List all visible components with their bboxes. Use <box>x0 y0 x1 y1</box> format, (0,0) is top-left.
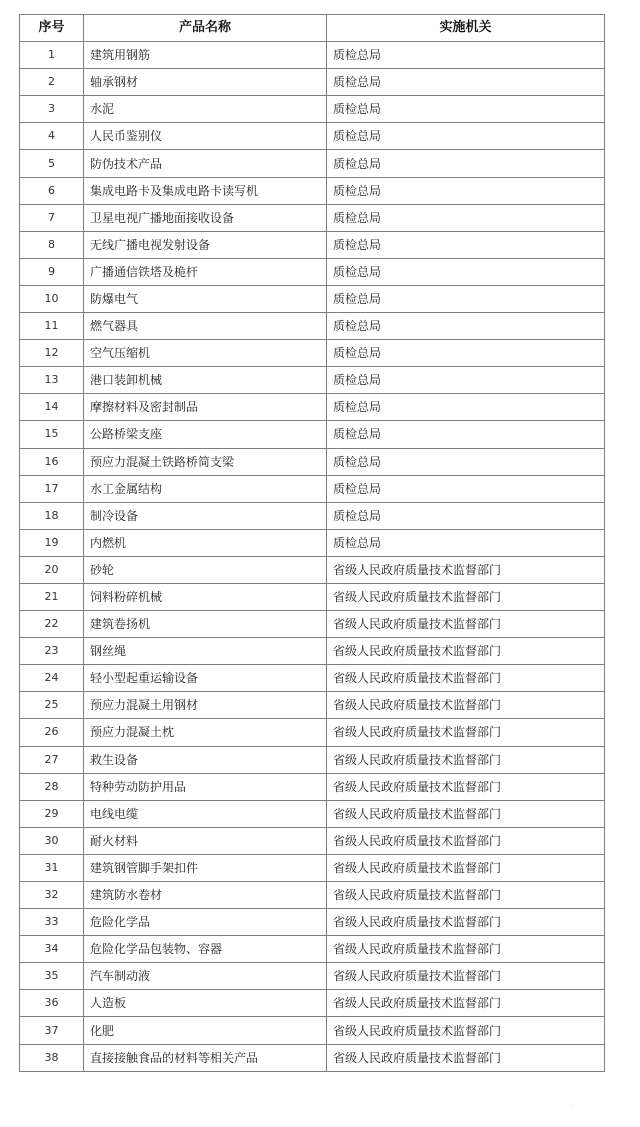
implementing-agency-cell: 质检总局 <box>327 421 605 448</box>
table-row <box>20 854 605 881</box>
implementing-agency-cell: 质检总局 <box>327 448 605 475</box>
table-row <box>20 963 605 990</box>
product-name-cell: 内燃机 <box>84 529 327 556</box>
serial-number-cell: 30 <box>20 827 84 854</box>
table-row <box>20 936 605 963</box>
product-name-cell: 港口装卸机械 <box>84 367 327 394</box>
serial-number-cell: 19 <box>20 529 84 556</box>
implementing-agency-cell: 省级人民政府质量技术监督部门 <box>327 611 605 638</box>
table-row <box>20 773 605 800</box>
header-product-name: 产品名称 <box>84 15 327 42</box>
serial-number-cell: 21 <box>20 583 84 610</box>
product-license-table <box>19 14 605 1072</box>
implementing-agency-cell: 质检总局 <box>327 529 605 556</box>
product-name-cell: 卫星电视广播地面接收设备 <box>84 204 327 231</box>
implementing-agency-cell: 质检总局 <box>327 231 605 258</box>
implementing-agency-cell: 质检总局 <box>327 502 605 529</box>
implementing-agency-cell: 质检总局 <box>327 475 605 502</box>
table-row <box>20 611 605 638</box>
product-name-cell: 轴承钢材 <box>84 69 327 96</box>
product-name-cell: 危险化学品 <box>84 909 327 936</box>
table-row <box>20 150 605 177</box>
serial-number-cell: 14 <box>20 394 84 421</box>
serial-number-cell: 7 <box>20 204 84 231</box>
product-name-cell: 水泥 <box>84 96 327 123</box>
table-row <box>20 204 605 231</box>
table-row <box>20 258 605 285</box>
serial-number-cell: 16 <box>20 448 84 475</box>
implementing-agency-cell: 质检总局 <box>327 123 605 150</box>
header-implementing-agency: 实施机关 <box>327 15 605 42</box>
serial-number-cell: 1 <box>20 42 84 69</box>
product-name-cell: 救生设备 <box>84 746 327 773</box>
product-license-table-container <box>19 14 604 1072</box>
serial-number-cell: 38 <box>20 1044 84 1071</box>
table-row <box>20 313 605 340</box>
table-row <box>20 96 605 123</box>
product-name-cell: 化肥 <box>84 1017 327 1044</box>
product-name-cell: 砂轮 <box>84 556 327 583</box>
product-name-cell: 电线电缆 <box>84 800 327 827</box>
implementing-agency-cell: 质检总局 <box>327 177 605 204</box>
table-row <box>20 502 605 529</box>
implementing-agency-cell: 省级人民政府质量技术监督部门 <box>327 583 605 610</box>
serial-number-cell: 34 <box>20 936 84 963</box>
table-row <box>20 69 605 96</box>
implementing-agency-cell: 省级人民政府质量技术监督部门 <box>327 800 605 827</box>
corner-mark: · <box>570 1102 573 1112</box>
implementing-agency-cell: 质检总局 <box>327 367 605 394</box>
table-row <box>20 177 605 204</box>
serial-number-cell: 33 <box>20 909 84 936</box>
product-name-cell: 防爆电气 <box>84 285 327 312</box>
table-row <box>20 231 605 258</box>
table-row <box>20 665 605 692</box>
product-name-cell: 无线广播电视发射设备 <box>84 231 327 258</box>
table-body <box>20 42 605 1072</box>
implementing-agency-cell: 质检总局 <box>327 394 605 421</box>
header-row <box>20 15 605 42</box>
product-name-cell: 直接接触食品的材料等相关产品 <box>84 1044 327 1071</box>
serial-number-cell: 24 <box>20 665 84 692</box>
product-name-cell: 饲料粉碎机械 <box>84 583 327 610</box>
product-name-cell: 建筑用钢筋 <box>84 42 327 69</box>
product-name-cell: 预应力混凝土用钢材 <box>84 692 327 719</box>
implementing-agency-cell: 质检总局 <box>327 285 605 312</box>
product-name-cell: 人民币鉴别仪 <box>84 123 327 150</box>
implementing-agency-cell: 质检总局 <box>327 42 605 69</box>
table-row <box>20 367 605 394</box>
serial-number-cell: 23 <box>20 638 84 665</box>
serial-number-cell: 8 <box>20 231 84 258</box>
product-name-cell: 摩擦材料及密封制品 <box>84 394 327 421</box>
product-name-cell: 建筑钢管脚手架扣件 <box>84 854 327 881</box>
implementing-agency-cell: 省级人民政府质量技术监督部门 <box>327 882 605 909</box>
implementing-agency-cell: 省级人民政府质量技术监督部门 <box>327 854 605 881</box>
serial-number-cell: 35 <box>20 963 84 990</box>
product-name-cell: 空气压缩机 <box>84 340 327 367</box>
implementing-agency-cell: 省级人民政府质量技术监督部门 <box>327 773 605 800</box>
serial-number-cell: 26 <box>20 719 84 746</box>
serial-number-cell: 22 <box>20 611 84 638</box>
table-row <box>20 123 605 150</box>
implementing-agency-cell: 省级人民政府质量技术监督部门 <box>327 556 605 583</box>
product-name-cell: 防伪技术产品 <box>84 150 327 177</box>
serial-number-cell: 12 <box>20 340 84 367</box>
product-name-cell: 危险化学品包装物、容器 <box>84 936 327 963</box>
table-row <box>20 1044 605 1071</box>
serial-number-cell: 6 <box>20 177 84 204</box>
serial-number-cell: 27 <box>20 746 84 773</box>
implementing-agency-cell: 质检总局 <box>327 96 605 123</box>
table-row <box>20 990 605 1017</box>
table-row <box>20 827 605 854</box>
table-row <box>20 719 605 746</box>
implementing-agency-cell: 质检总局 <box>327 150 605 177</box>
implementing-agency-cell: 省级人民政府质量技术监督部门 <box>327 990 605 1017</box>
implementing-agency-cell: 省级人民政府质量技术监督部门 <box>327 665 605 692</box>
implementing-agency-cell: 质检总局 <box>327 340 605 367</box>
implementing-agency-cell: 质检总局 <box>327 313 605 340</box>
product-name-cell: 预应力混凝土铁路桥简支梁 <box>84 448 327 475</box>
implementing-agency-cell: 省级人民政府质量技术监督部门 <box>327 827 605 854</box>
implementing-agency-cell: 省级人民政府质量技术监督部门 <box>327 936 605 963</box>
product-name-cell: 汽车制动液 <box>84 963 327 990</box>
serial-number-cell: 18 <box>20 502 84 529</box>
table-row <box>20 746 605 773</box>
product-name-cell: 制冷设备 <box>84 502 327 529</box>
table-row <box>20 529 605 556</box>
serial-number-cell: 25 <box>20 692 84 719</box>
product-name-cell: 水工金属结构 <box>84 475 327 502</box>
table-row <box>20 583 605 610</box>
table-row <box>20 475 605 502</box>
implementing-agency-cell: 省级人民政府质量技术监督部门 <box>327 1044 605 1071</box>
implementing-agency-cell: 省级人民政府质量技术监督部门 <box>327 1017 605 1044</box>
serial-number-cell: 29 <box>20 800 84 827</box>
implementing-agency-cell: 省级人民政府质量技术监督部门 <box>327 963 605 990</box>
serial-number-cell: 2 <box>20 69 84 96</box>
header-serial-number: 序号 <box>20 15 84 42</box>
product-name-cell: 集成电路卡及集成电路卡读写机 <box>84 177 327 204</box>
table-row <box>20 882 605 909</box>
serial-number-cell: 20 <box>20 556 84 583</box>
serial-number-cell: 36 <box>20 990 84 1017</box>
product-name-cell: 燃气器具 <box>84 313 327 340</box>
implementing-agency-cell: 质检总局 <box>327 204 605 231</box>
serial-number-cell: 5 <box>20 150 84 177</box>
serial-number-cell: 4 <box>20 123 84 150</box>
product-name-cell: 人造板 <box>84 990 327 1017</box>
implementing-agency-cell: 质检总局 <box>327 258 605 285</box>
serial-number-cell: 31 <box>20 854 84 881</box>
serial-number-cell: 37 <box>20 1017 84 1044</box>
implementing-agency-cell: 省级人民政府质量技术监督部门 <box>327 909 605 936</box>
product-name-cell: 耐火材料 <box>84 827 327 854</box>
table-row <box>20 394 605 421</box>
table-row <box>20 1017 605 1044</box>
product-name-cell: 钢丝绳 <box>84 638 327 665</box>
table-header <box>20 15 605 42</box>
table-row <box>20 340 605 367</box>
table-row <box>20 909 605 936</box>
product-name-cell: 广播通信铁塔及桅杆 <box>84 258 327 285</box>
table-row <box>20 692 605 719</box>
implementing-agency-cell: 质检总局 <box>327 69 605 96</box>
table-row <box>20 285 605 312</box>
serial-number-cell: 32 <box>20 882 84 909</box>
implementing-agency-cell: 省级人民政府质量技术监督部门 <box>327 692 605 719</box>
table-row <box>20 556 605 583</box>
product-name-cell: 建筑卷扬机 <box>84 611 327 638</box>
product-name-cell: 预应力混凝土枕 <box>84 719 327 746</box>
product-name-cell: 公路桥梁支座 <box>84 421 327 448</box>
serial-number-cell: 10 <box>20 285 84 312</box>
table-row <box>20 42 605 69</box>
serial-number-cell: 9 <box>20 258 84 285</box>
table-row <box>20 800 605 827</box>
serial-number-cell: 28 <box>20 773 84 800</box>
serial-number-cell: 17 <box>20 475 84 502</box>
serial-number-cell: 13 <box>20 367 84 394</box>
product-name-cell: 建筑防水卷材 <box>84 882 327 909</box>
implementing-agency-cell: 省级人民政府质量技术监督部门 <box>327 746 605 773</box>
table-row <box>20 638 605 665</box>
serial-number-cell: 15 <box>20 421 84 448</box>
implementing-agency-cell: 省级人民政府质量技术监督部门 <box>327 719 605 746</box>
product-name-cell: 轻小型起重运输设备 <box>84 665 327 692</box>
serial-number-cell: 11 <box>20 313 84 340</box>
table-row <box>20 448 605 475</box>
product-name-cell: 特种劳动防护用品 <box>84 773 327 800</box>
serial-number-cell: 3 <box>20 96 84 123</box>
implementing-agency-cell: 省级人民政府质量技术监督部门 <box>327 638 605 665</box>
table-row <box>20 421 605 448</box>
